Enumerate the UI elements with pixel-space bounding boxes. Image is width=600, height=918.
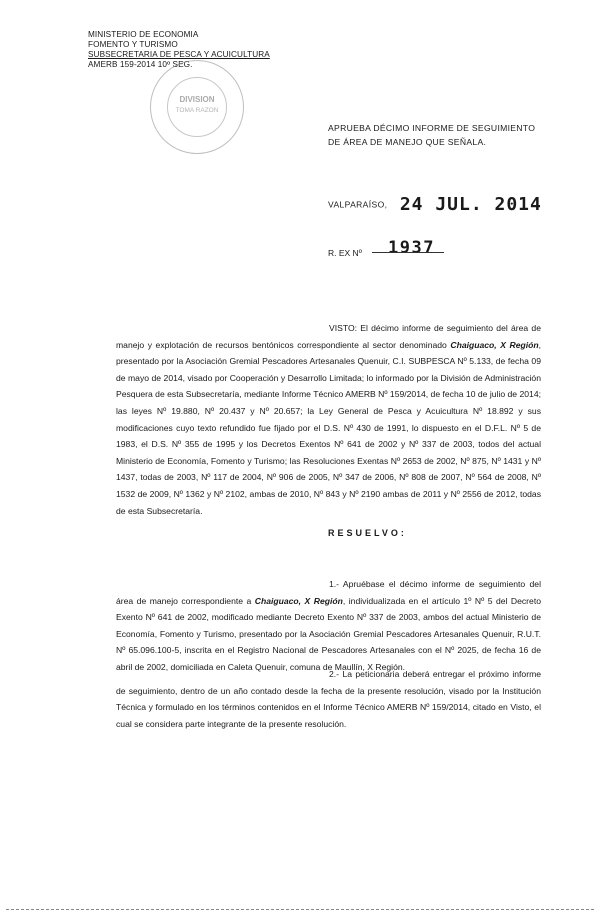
resuelvo-heading: RESUELVO:	[328, 528, 407, 538]
resolution-blank-line	[372, 242, 444, 253]
item-1-text-b: , individualizada en el artículo 1º Nº 5 del Decreto Exento Nº 641 de 2002, modificado mediante Decreto Exento Nº 337 de 2003, ambos del actual Ministerio de Economía, Fomento y Turismo, presentado por la Asociación Gremial Pescadores Artesanales Quenuir, R.U.T. Nº 65.096.100-5, inscrita en el Registro Nacional de Pescadores Artesanales con el Nº 2025, de fecha 16 de abril de 2002, domiciliada en Caleta Quenuir, comuna de Maullín, X Región.	[116, 595, 541, 672]
document-subject	[328, 121, 535, 149]
stamp-subtext: TOMA RAZON	[175, 107, 219, 114]
resolution-item-1	[116, 576, 541, 676]
dateline-date: 24 JUL. 2014	[399, 194, 542, 215]
item-2-text: La peticionaria deberá entregar el próximo informe de seguimiento, dentro de un año contado desde la fecha de la presente resolución, visado por la Institución Técnica y formulado en los términos contenidos en el Informe Técnico AMERB Nº 159/2014, citado en Visto, el cual se considera parte integrante de la presente resolución.	[116, 669, 542, 729]
subject-line-2: DE ÁREA DE MANEJO QUE SEÑALA.	[328, 137, 487, 147]
official-stamp	[150, 60, 244, 154]
vistos-sector: Chaiguaco, X Región	[450, 339, 539, 350]
resolution-reference	[328, 240, 444, 258]
letterhead-ministry: MINISTERIO DE ECONOMIA	[88, 30, 199, 39]
vistos-text-a: El décimo informe de seguimiento del área de manejo y explotación de recursos bentónicos correspondiente al sector denominado	[116, 323, 541, 350]
page-bottom-rule	[6, 909, 594, 910]
subject-line-1: APRUEBA DÉCIMO INFORME DE SEGUIMIENTO	[328, 123, 536, 133]
resolution-number: 1937	[388, 238, 435, 258]
item-1-sector: Chaiguaco, X Región	[254, 595, 343, 606]
item-2-number: 2.-	[329, 669, 340, 679]
vistos-text-b: , presentado por la Asociación Gremial Pescadores Artesanales Quenuir, C.I. SUBPESCA Nº 5.133, de fecha 09 de mayo de 2014, visado por Cooperación y Desarrollo Limitada; lo informado por la División de Administración Pesquera de esta Subsecretaría, mediante Informe Técnico AMERB Nº 159/2014, de fecha 10 de julio de 2014; las leyes Nº 19.880, Nº 20.437 y Nº 20.657; la Ley General de Pesca y Acuicultura Nº 18.892 y sus modificaciones cuyo texto refundido fue fijado por el D.S. Nº 430 de 1991, lo dispuesto en el D.F.L. Nº 5 de 1983, el D.S. Nº 355 de 1995 y los Decretos Exentos Nº 641 de 2002 y Nº 337 de 2003, todos del actual Ministerio de Economía, Fomento y Turismo; las Resoluciones Exentas Nº 2653 de 2002, Nº 875, Nº 1431 y Nº 1437, todas de 2003, Nº 117 de 2004, Nº 906 de 2005, Nº 347 de 2006, Nº 808 de 2007, Nº 564 de 2008, Nº 1532 de 2009, Nº 1362 y Nº 2102, ambas de 2010, Nº 843 y Nº 2190 ambas de 2011 y Nº 2556 de 2012, todas de esta Subsecretaría.	[116, 339, 541, 516]
letterhead-reference: AMERB 159-2014 10º SEG.	[88, 60, 193, 69]
resolution-item-2	[116, 666, 541, 732]
vistos-paragraph	[116, 320, 541, 519]
vistos-lead: VISTO:	[329, 323, 358, 333]
dateline-city: VALPARAÍSO,	[328, 199, 388, 210]
stamp-text: DIVISION	[179, 95, 215, 104]
item-1-text-a: Apruébase el décimo informe de seguimiento del área de manejo correspondiente a	[116, 579, 541, 606]
item-1-number: 1.-	[329, 579, 340, 589]
dateline	[328, 194, 542, 215]
resolution-label: R. EX Nº	[328, 248, 362, 258]
letterhead-subsecretaria: SUBSECRETARIA DE PESCA Y ACUICULTURA	[88, 50, 270, 59]
letterhead-ministry-sub: FOMENTO Y TURISMO	[88, 40, 178, 49]
